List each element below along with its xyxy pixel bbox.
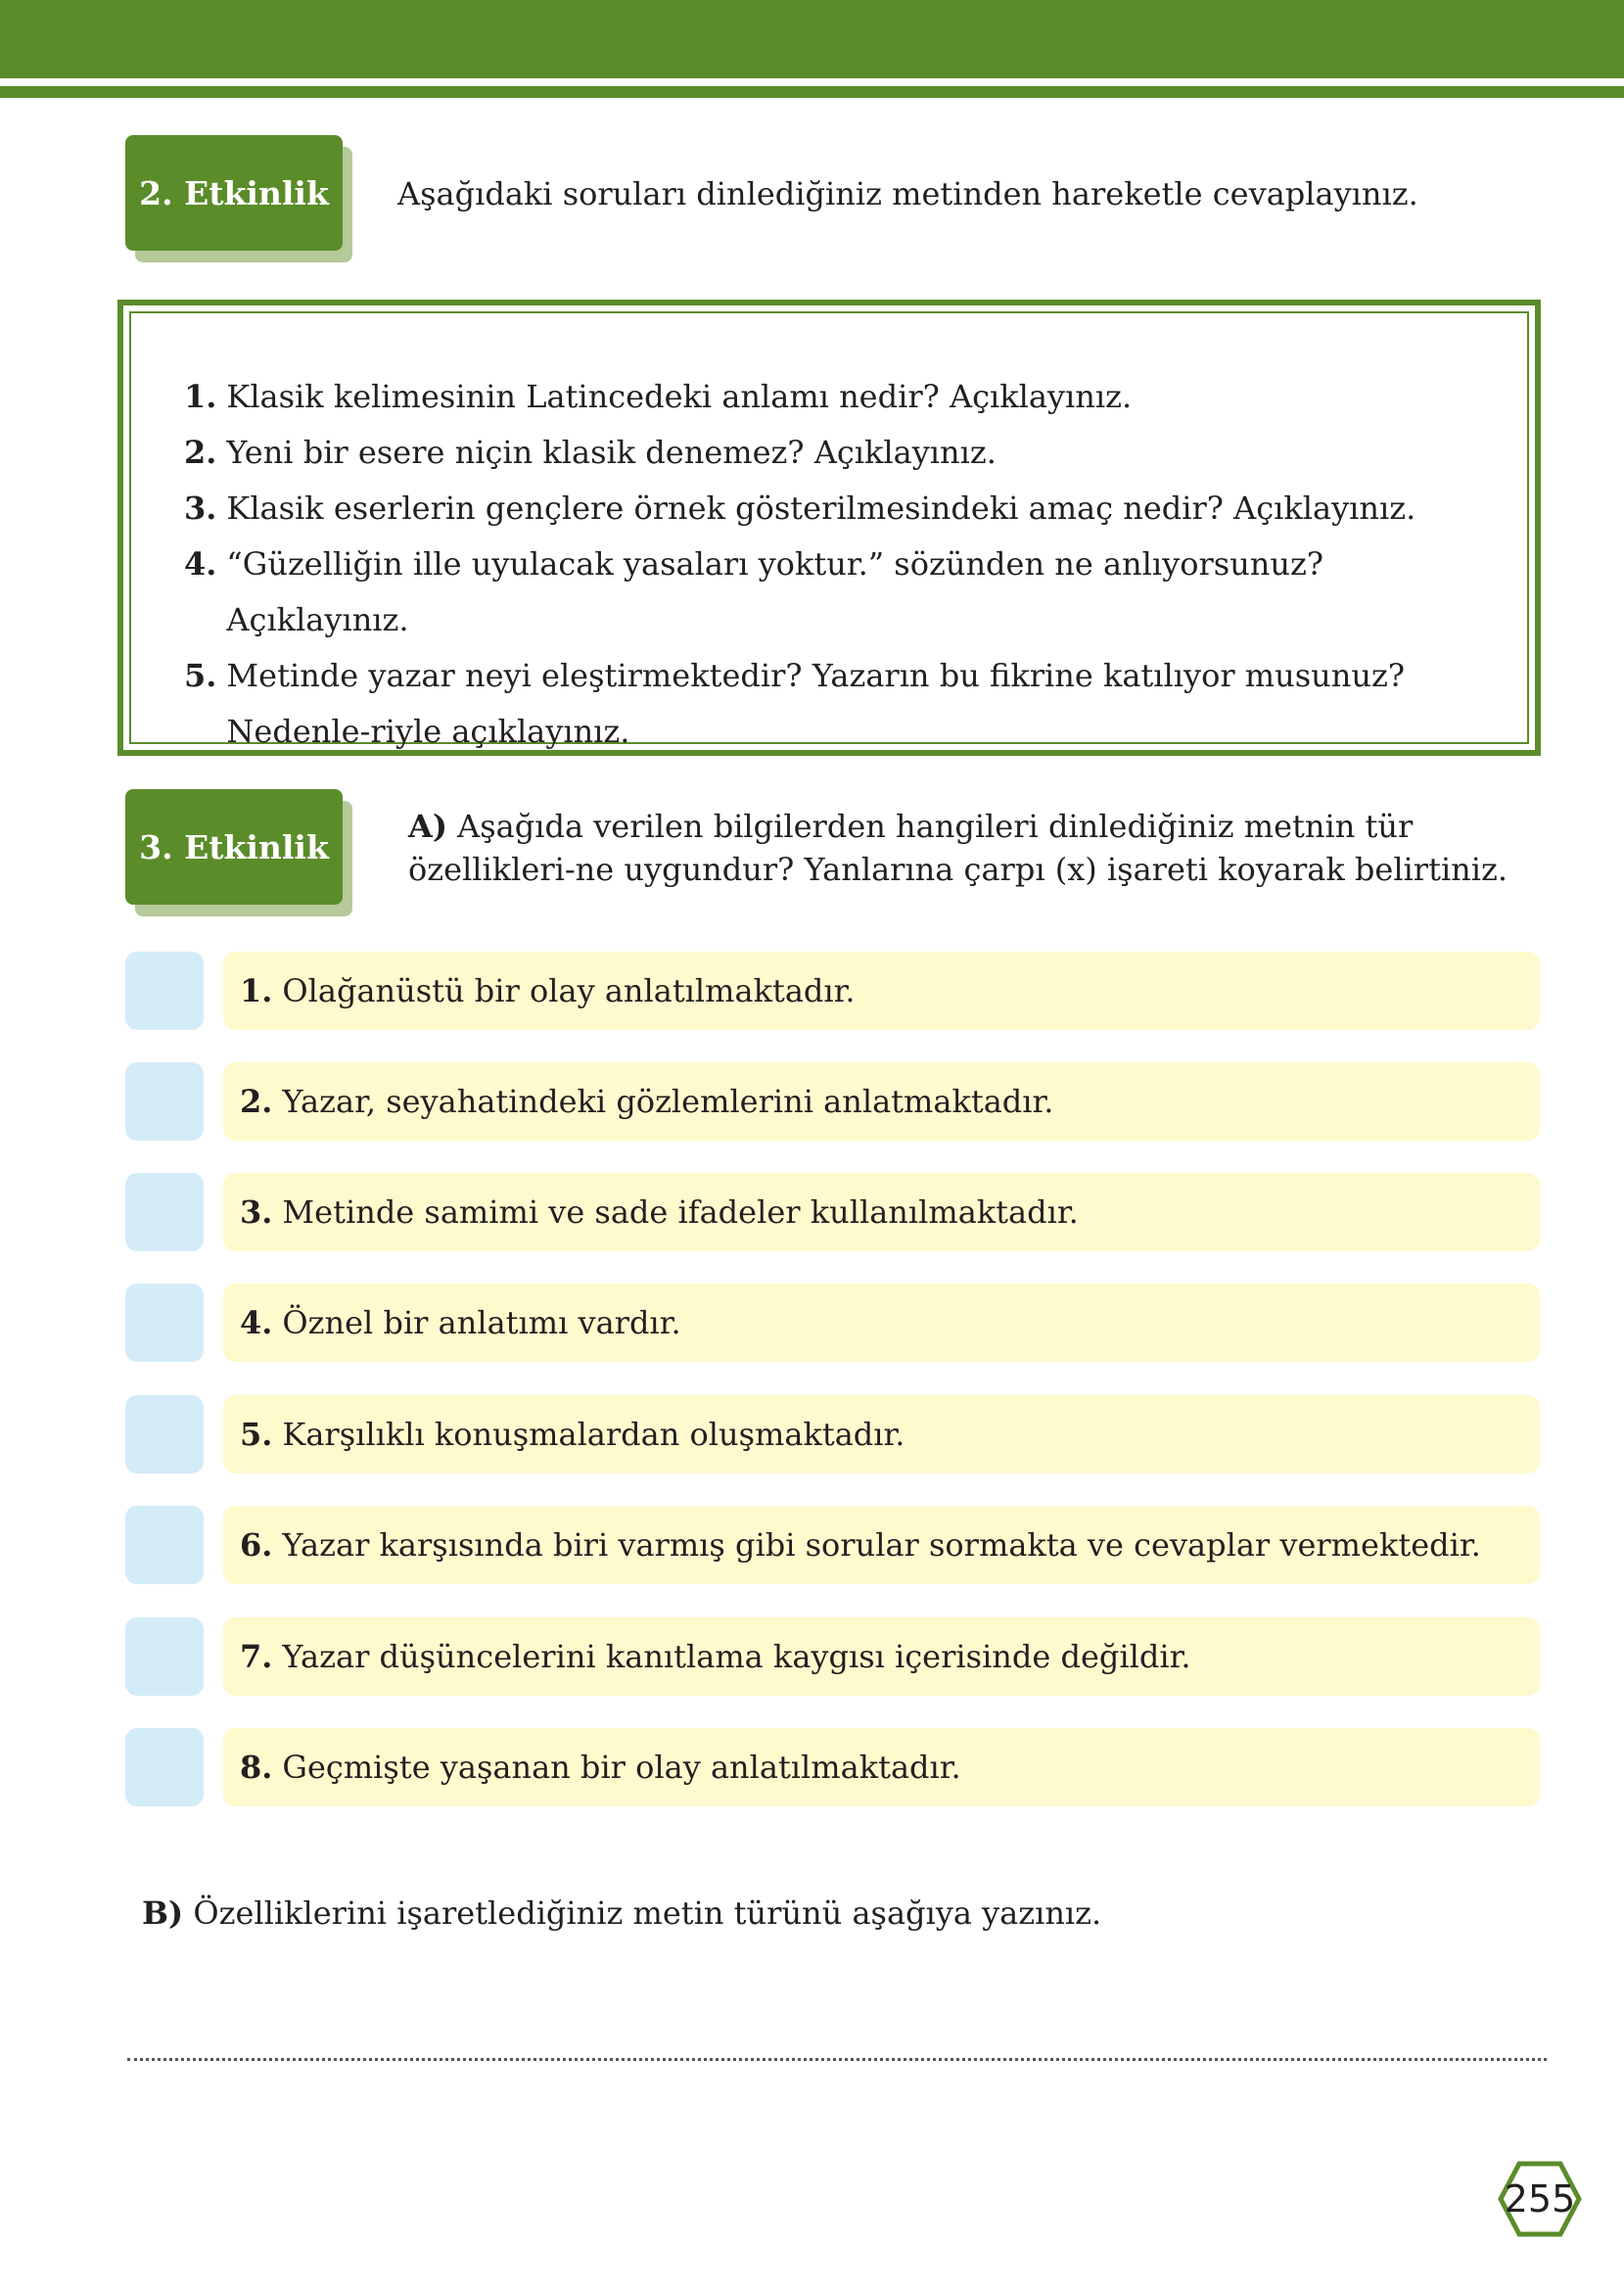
- activity3-instruction-b: [142, 1894, 1101, 1932]
- statement-number: 1.: [240, 972, 273, 1009]
- question-number: 1.: [184, 378, 217, 415]
- answer-checkbox[interactable]: [125, 952, 204, 1030]
- question-item: [184, 369, 1496, 425]
- answer-checkbox[interactable]: [125, 1506, 204, 1584]
- answer-checkbox[interactable]: [125, 1062, 204, 1141]
- statement-box: [223, 1617, 1540, 1696]
- statement-text: Öznel bir anlatımı vardır.: [282, 1304, 681, 1341]
- statement-box: [223, 1395, 1540, 1473]
- activity2-tag: 2. Etkinlik: [125, 135, 343, 251]
- part-b-text: Özelliklerini işaretlediğiniz metin türünü aşağıya yazınız.: [193, 1894, 1102, 1932]
- question-item: [184, 481, 1496, 537]
- statement-box: [223, 1062, 1540, 1141]
- question-item: [184, 648, 1496, 760]
- part-a-label: A): [408, 808, 447, 845]
- question-number: 3.: [184, 490, 217, 527]
- statement-row: [125, 1728, 1540, 1806]
- statement-row: [125, 1395, 1540, 1473]
- activity3-tag: 3. Etkinlik: [125, 789, 343, 905]
- statement-box: [223, 1728, 1540, 1806]
- statement-row: [125, 1284, 1540, 1362]
- statement-box: [223, 1284, 1540, 1362]
- statement-text: Yazar karşısında biri varmış gibi sorular sormakta ve cevaplar vermektedir.: [282, 1526, 1481, 1564]
- question-number: 4.: [184, 545, 217, 583]
- activity2-instruction: Aşağıdaki soruları dinlediğiniz metinden hareketle cevaplayınız.: [397, 175, 1418, 212]
- question-number: 2.: [184, 434, 217, 471]
- part-b-label: B): [142, 1894, 184, 1932]
- statement-row: [125, 1173, 1540, 1251]
- question-item: [184, 425, 1496, 481]
- question-text: Yeni bir esere niçin klasik denemez? Açıklayınız.: [226, 434, 997, 471]
- answer-checkbox[interactable]: [125, 1395, 204, 1473]
- header-bar: [0, 0, 1624, 78]
- statement-number: 4.: [240, 1304, 273, 1341]
- answer-checkbox[interactable]: [125, 1284, 204, 1362]
- statement-number: 8.: [240, 1749, 273, 1786]
- statement-row: [125, 1617, 1540, 1696]
- statement-text: Metinde samimi ve sade ifadeler kullanılmaktadır.: [282, 1193, 1079, 1231]
- statement-number: 5.: [240, 1416, 273, 1453]
- answer-checkbox[interactable]: [125, 1728, 204, 1806]
- answer-checkbox[interactable]: [125, 1617, 204, 1696]
- statement-number: 7.: [240, 1638, 273, 1675]
- statement-number: 2.: [240, 1083, 273, 1120]
- answer-line[interactable]: [127, 2058, 1547, 2061]
- statement-box: [223, 952, 1540, 1030]
- page-number-badge: [1498, 2160, 1582, 2238]
- statement-text: Geçmişte yaşanan bir olay anlatılmaktadır.: [282, 1749, 961, 1786]
- question-text: Metinde yazar neyi eleştirmektedir? Yazarın bu fikrine katılıyor musunuz? Nedenle-riyle açıklayınız.: [226, 657, 1406, 750]
- answer-checkbox[interactable]: [125, 1173, 204, 1251]
- activity3-instruction-a: [408, 805, 1534, 891]
- question-item: [184, 537, 1496, 648]
- statement-box: [223, 1506, 1540, 1584]
- question-text: “Güzelliğin ille uyulacak yasaları yoktur.” sözünden ne anlıyorsunuz? Açıklayınız.: [226, 545, 1324, 638]
- question-list: [184, 369, 1496, 760]
- statement-number: 6.: [240, 1526, 273, 1564]
- part-a-text: Aşağıda verilen bilgilerden hangileri dinlediğiniz metnin tür özellikleri-ne uygundur? Yanlarına çarpı (x) işareti koyarak belirtiniz.: [408, 808, 1508, 888]
- statement-row: [125, 1062, 1540, 1141]
- header-rule: [0, 86, 1624, 98]
- statement-text: Olağanüstü bir olay anlatılmaktadır.: [282, 972, 856, 1009]
- statement-number: 3.: [240, 1193, 273, 1231]
- statement-text: Yazar düşüncelerini kanıtlama kaygısı içerisinde değildir.: [282, 1638, 1191, 1675]
- question-text: Klasik kelimesinin Latincedeki anlamı nedir? Açıklayınız.: [226, 378, 1133, 415]
- question-number: 5.: [184, 657, 217, 694]
- statement-row: [125, 1506, 1540, 1584]
- statement-box: [223, 1173, 1540, 1251]
- statement-row: [125, 952, 1540, 1030]
- statement-text: Yazar, seyahatindeki gözlemlerini anlatmaktadır.: [282, 1083, 1054, 1120]
- page-number: 255: [1504, 2177, 1576, 2221]
- statement-text: Karşılıklı konuşmalardan oluşmaktadır.: [282, 1416, 905, 1453]
- question-text: Klasik eserlerin gençlere örnek gösterilmesindeki amaç nedir? Açıklayınız.: [226, 490, 1416, 527]
